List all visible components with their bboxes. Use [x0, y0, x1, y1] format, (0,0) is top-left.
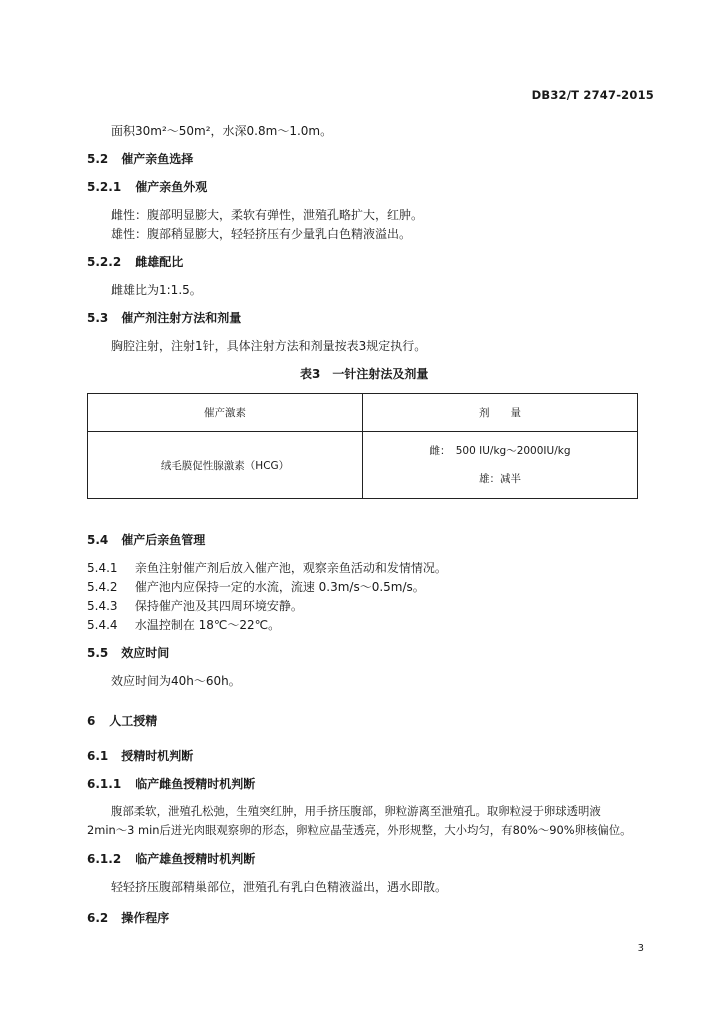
- clause-text: 亲鱼注射催产剂后放入催产池，观察亲鱼活动和发情情况。: [134, 561, 447, 575]
- section-5-4-3: [87, 597, 303, 614]
- section-number: 5.4: [87, 533, 109, 547]
- section-5-2-heading: [87, 150, 193, 167]
- section-title: 操作程序: [121, 911, 170, 925]
- section-title: 雌雄配比: [135, 255, 184, 269]
- dose-male: 雄：减半: [479, 473, 521, 485]
- clause-text: 催产池内应保持一定的水流，流速 0.3m/s～0.5m/s。: [134, 580, 425, 594]
- section-5-4-2: [87, 578, 425, 595]
- male-appearance-text: 雄性：腹部稍显膨大，轻轻挤压有少量乳白色精液溢出。: [111, 227, 412, 241]
- section-number: 6: [87, 714, 96, 728]
- cell-dose: [363, 432, 638, 499]
- section-6-2-heading: [87, 909, 169, 926]
- section-number: 6.2: [87, 911, 109, 925]
- clause-text: 保持催产池及其四周环境安静。: [134, 599, 303, 613]
- section-title: 催产后亲鱼管理: [121, 533, 206, 547]
- clause-number: 5.4.3: [87, 599, 118, 613]
- standard-code: DB32/T 2747-2015: [531, 88, 654, 102]
- header-hormone: 催产激素: [88, 394, 363, 432]
- page-number: 3: [637, 943, 644, 954]
- section-title: 效应时间: [121, 646, 170, 660]
- section-6-1-1-heading: [87, 775, 255, 792]
- section-5-3-heading: [87, 309, 241, 326]
- table-header-row: [88, 394, 638, 432]
- section-number: 5.2.1: [87, 180, 122, 194]
- male-timing-text: 轻轻挤压腹部精巢部位，泄殖孔有乳白色精液溢出，遇水即散。: [111, 880, 448, 894]
- section-number: 5.2: [87, 152, 109, 166]
- section-5-5-heading: [87, 644, 169, 661]
- section-title: 人工授精: [109, 714, 158, 728]
- section-number: 6.1: [87, 749, 109, 763]
- table-row: [88, 432, 638, 499]
- female-timing-line-1: 腹部柔软，泄殖孔松弛，生殖突红肿，用手挤压腹部，卵粒游离至泄殖孔。取卵粒浸于卵球透明液: [111, 804, 601, 818]
- effect-time-text: 效应时间为40h～60h。: [111, 674, 241, 688]
- clause-number: 5.4.1: [87, 561, 118, 575]
- section-number: 6.1.1: [87, 777, 122, 791]
- section-6-1-heading: [87, 747, 193, 764]
- section-6-1-2-heading: [87, 850, 255, 867]
- pond-area-line: 面积30m²～50m²，水深0.8m～1.0m。: [111, 124, 333, 138]
- clause-number: 5.4.2: [87, 580, 118, 594]
- section-title: 授精时机判断: [121, 749, 194, 763]
- header-dose: 剂 量: [363, 394, 638, 432]
- section-5-2-2-heading: [87, 253, 183, 270]
- section-5-4-4: [87, 616, 280, 633]
- section-number: 5.2.2: [87, 255, 122, 269]
- dose-female: 雌： 500 IU/kg～2000IU/kg: [429, 445, 571, 457]
- section-title: 催产剂注射方法和剂量: [121, 311, 242, 325]
- section-5-2-1-heading: [87, 178, 207, 195]
- cell-hormone: 绒毛膜促性腺激素（HCG）: [88, 432, 363, 499]
- section-5-4-heading: [87, 531, 205, 548]
- clause-text: 水温控制在 18℃～22℃。: [134, 618, 281, 632]
- female-appearance-text: 雌性：腹部明显膨大，柔软有弹性，泄殖孔略扩大，红肿。: [111, 208, 424, 222]
- section-number: 5.3: [87, 311, 109, 325]
- section-title: 催产亲鱼选择: [121, 152, 194, 166]
- section-title: 临产雄鱼授精时机判断: [135, 852, 256, 866]
- section-number: 6.1.2: [87, 852, 122, 866]
- section-5-4-1: [87, 559, 447, 576]
- section-title: 临产雌鱼授精时机判断: [135, 777, 256, 791]
- injection-method-text: 胸腔注射，注射1针，具体注射方法和剂量按表3规定执行。: [111, 339, 427, 353]
- sex-ratio-text: 雌雄比为1:1.5。: [111, 283, 202, 297]
- section-number: 5.5: [87, 646, 109, 660]
- dosage-table: [87, 393, 638, 499]
- section-6-heading: [87, 712, 157, 729]
- pond-area-text: [111, 122, 332, 139]
- section-title: 催产亲鱼外观: [135, 180, 208, 194]
- female-timing-line-2: 2min～3 min后迸光肉眼观察卵的形态，卵粒应晶莹透亮，外形规整，大小均匀，有80%～90%卵核偏位。: [87, 823, 632, 837]
- table-3-title: 表3 一针注射法及剂量: [300, 367, 429, 381]
- clause-number: 5.4.4: [87, 618, 118, 632]
